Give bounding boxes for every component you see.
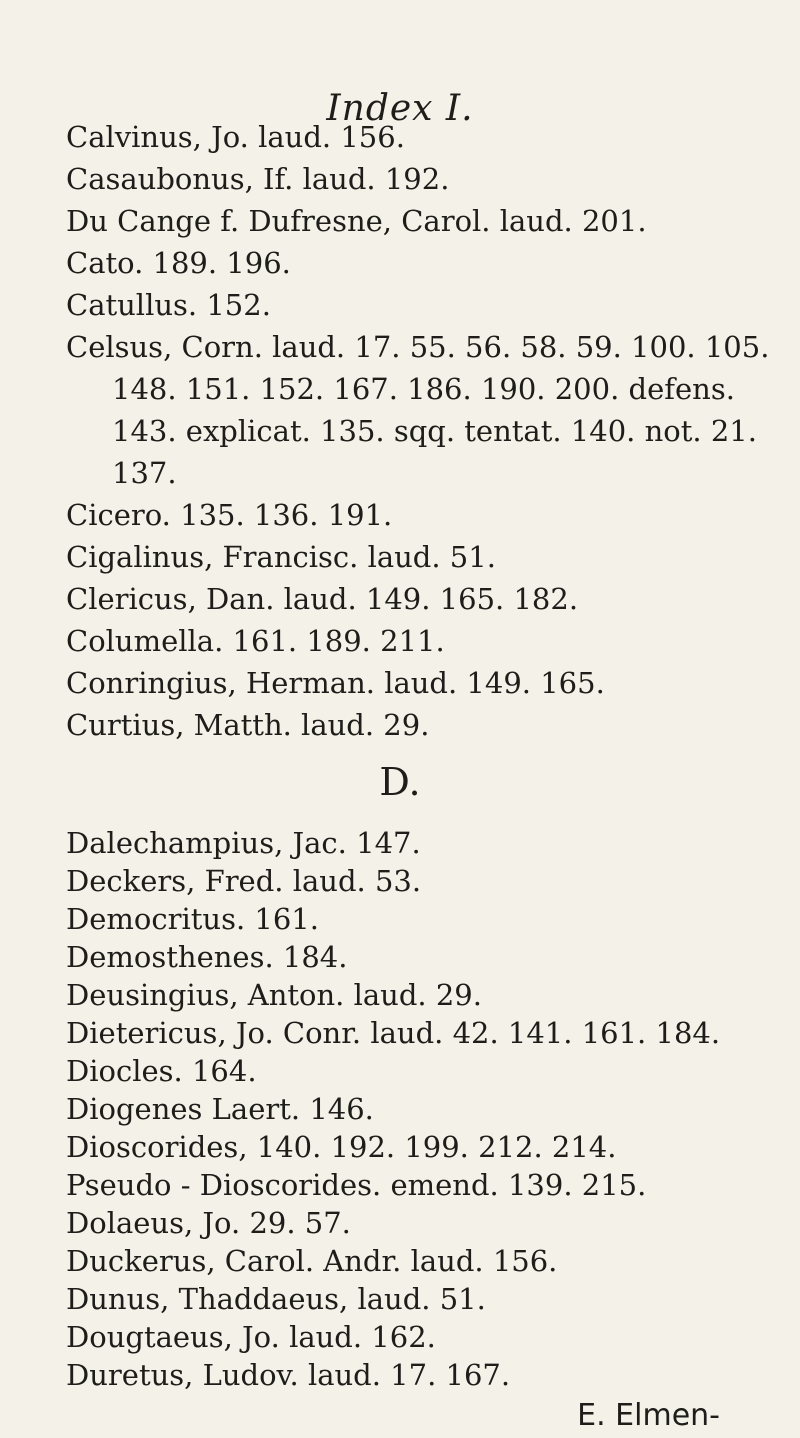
index-entry: Dunus, Thaddaeus, laud. 51. (66, 1282, 486, 1316)
index-entry: Dioscorides, 140. 192. 199. 212. 214. (66, 1130, 617, 1164)
index-entry: Clericus, Dan. laud. 149. 165. 182. (66, 582, 579, 616)
index-entry-continuation: 148. 151. 152. 167. 186. 190. 200. defens. (112, 372, 735, 406)
index-entry: Diogenes Laert. 146. (66, 1092, 374, 1126)
page-header: Index I. (326, 88, 474, 129)
index-entry: Casaubonus, If. laud. 192. (66, 162, 450, 196)
index-entry: Democritus. 161. (66, 902, 319, 936)
index-entry: Deckers, Fred. laud. 53. (66, 864, 422, 898)
index-entry-continuation: 137. (112, 456, 177, 490)
index-entry: Curtius, Matth. laud. 29. (66, 708, 430, 742)
index-entry: Demosthenes. 184. (66, 940, 348, 974)
index-entry: Cigalinus, Francisc. laud. 51. (66, 540, 496, 574)
index-entry: Duckerus, Carol. Andr. laud. 156. (66, 1244, 558, 1278)
index-entry: Pseudo - Dioscorides. emend. 139. 215. (66, 1168, 647, 1202)
index-entry-continuation: 143. explicat. 135. sqq. tentat. 140. not. 21. (112, 414, 757, 448)
index-entry: Catullus. 152. (66, 288, 271, 322)
index-entry: Dietericus, Jo. Conr. laud. 42. 141. 161. 184. (66, 1016, 721, 1050)
index-entry: Columella. 161. 189. 211. (66, 624, 445, 658)
index-entry: Duretus, Ludov. laud. 17. 167. (66, 1358, 511, 1392)
index-entry: Du Cange f. Dufresne, Carol. laud. 201. (66, 204, 647, 238)
catchword: E. Elmen- (577, 1398, 720, 1433)
index-entry: Calvinus, Jo. laud. 156. (66, 120, 405, 154)
index-entry: Cicero. 135. 136. 191. (66, 498, 393, 532)
index-entry: Cato. 189. 196. (66, 246, 291, 280)
index-entry: Celsus, Corn. laud. 17. 55. 56. 58. 59. 100. 105. (66, 330, 770, 364)
index-entry: Deusingius, Anton. laud. 29. (66, 978, 482, 1012)
index-entry: Dougtaeus, Jo. laud. 162. (66, 1320, 436, 1354)
index-entry: Conringius, Herman. laud. 149. 165. (66, 666, 605, 700)
index-entry: Diocles. 164. (66, 1054, 257, 1088)
section-letter-d: D. (379, 760, 421, 804)
index-entry: Dalechampius, Jac. 147. (66, 826, 421, 860)
index-entry: Dolaeus, Jo. 29. 57. (66, 1206, 351, 1240)
